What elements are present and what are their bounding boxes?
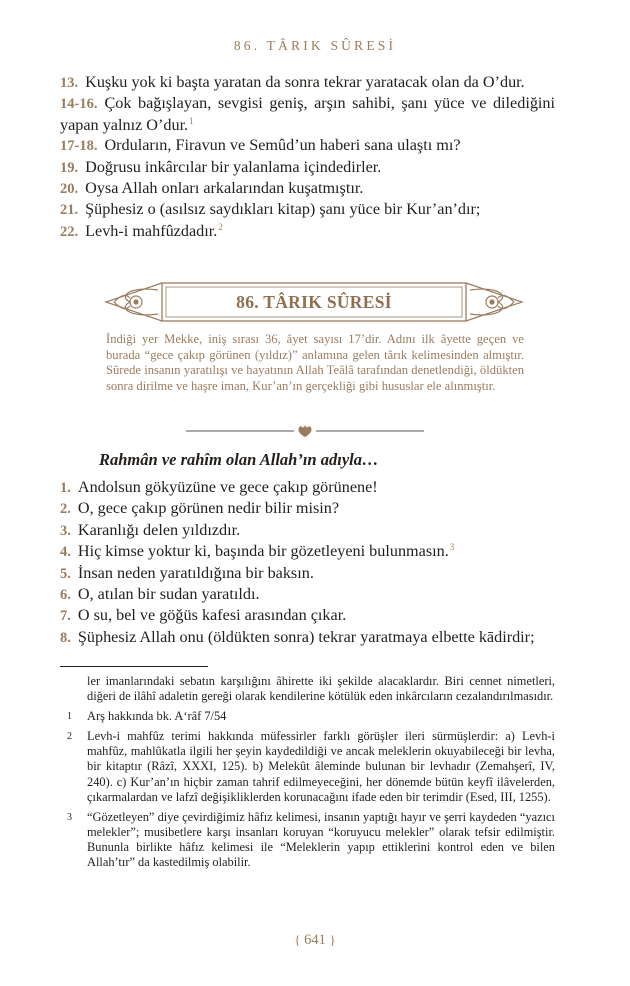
- footnote-number: 3: [67, 811, 72, 823]
- verse-text: Andolsun gökyüzüne ve gece çakıp görünene!: [77, 478, 378, 496]
- footnote-rule: [60, 666, 208, 667]
- verse-text: Oysa Allah onları arkalarından kuşatmıştır.: [85, 179, 364, 198]
- surah-intro: İndiği yer Mekke, iniş sırası 36, âyet sayısı 17’dir. Adını ilk âyette geçen ve burada “gece çakıp görünen (yıldız)” anlamına gelen târık kelimesinden almıştır. Sûrede insanın yaratılışı ve hayatının Allah Teâlâ tarafından denetlendiği, öldükten sonra dirilme ve haşre iman, Kur’an’ın gerçekliği gibi hususlar ele alınmıştır.: [106, 332, 524, 393]
- verse: [60, 563, 555, 584]
- verse-number: 13.: [60, 75, 79, 91]
- verse-text: İnsan neden yaratıldığına bir baksın.: [77, 563, 314, 582]
- folio-brace-right-icon: }: [329, 932, 336, 947]
- verse-number: 19.: [60, 159, 79, 176]
- verse-number: 20.: [60, 181, 79, 198]
- page-footer: [0, 932, 630, 949]
- verse-number: 3.: [60, 522, 71, 539]
- footnote: [60, 709, 555, 724]
- verse: [60, 605, 555, 626]
- verse: [60, 72, 555, 93]
- footnote-number: 2: [67, 731, 72, 743]
- verse: [60, 135, 555, 156]
- verse-text: O, atılan bir sudan yaratıldı.: [77, 585, 260, 604]
- footnote: [60, 674, 555, 704]
- verse: [60, 584, 555, 605]
- footnote-number: 1: [67, 711, 72, 723]
- verse-number: 5.: [60, 565, 71, 582]
- verse: [60, 627, 555, 648]
- verse-text: Doğrusu inkârcılar bir yalanlama içindedirler.: [85, 157, 382, 176]
- verse-text: O, gece çakıp görünen nedir bilir misin?: [77, 499, 340, 518]
- verse-number: 6.: [60, 587, 71, 604]
- surah-verse-list: [60, 477, 555, 648]
- verse-text: Hiç kimse yoktur ki, başında bir gözetleyeni bulunmasın.: [77, 542, 449, 561]
- verse-number: 2.: [60, 501, 71, 518]
- footnote-marker[interactable]: 3: [449, 542, 455, 553]
- verse: [60, 157, 555, 178]
- footnote-text: “Gözetleyen” diye çevirdiğimiz hâfız kelimesi, insanın yaptığı hayır ve şerri kaydeden “yazıcı melekler”; musibetlere karşı insanları koruyan “koruyucu melekler” olarak tefsir edilmiştir. Bununla birlikte hâfız kelimesi ile “Meleklerin yapıp ettiklerini kontrol eden ve bilen Allah’tır” da kastedilmiş olabilir.: [87, 809, 555, 870]
- verse: [60, 93, 555, 135]
- verse-number: 7.: [60, 608, 71, 625]
- verse-text: Kuşku yok ki başta yaratan da sonra tekrar yaratacak olan da O’dur.: [85, 73, 525, 91]
- verse: [60, 199, 555, 220]
- verse-text: Levh-i mahfûzdadır.: [85, 221, 218, 240]
- verse: [60, 498, 555, 519]
- footnote: [60, 729, 555, 804]
- page-number: 641: [304, 932, 326, 948]
- top-verse-list: [60, 72, 555, 242]
- verse-text: Şüphesiz o (asılsız saydıkları kitap) şanı yüce bir Kur’an’dır;: [85, 200, 481, 219]
- verse-number: 17-18.: [60, 138, 98, 155]
- surah-title: 86. TÂRIK SÛRESİ: [236, 292, 392, 312]
- section-divider: [186, 424, 424, 438]
- verse-number: 4.: [60, 544, 71, 561]
- verse: [60, 178, 555, 199]
- verse-text: Şüphesiz Allah onu (öldükten sonra) tekrar yaratmaya elbette kādirdir;: [77, 627, 535, 646]
- verse-number: 21.: [60, 202, 79, 219]
- footnote-text: Levh-i mahfûz terimi hakkında müfessirler farklı görüşler ileri sürmüşlerdir: a) Levh-i mahfûz, mahlûkatla ilgili her şeyin kaydedildiği ve ancak meleklerin okuyabileceği bir levha, bir kitaptır (Râzî, XXXI, 125). b) Melekût âleminde bulunan bir levhadır (Zemahşerî, IV, 240). c) Kur’an’ın hiçbir zaman tahrif edilmeyeceğini, her dönemde bütün keyfî ilâvelerden, çıkarmalardan ve lafzî değişikliklerden korunacağını ifade eden bir terimdir (Esed, III, 1255).: [87, 729, 555, 804]
- verse: [60, 221, 555, 242]
- footnotes: [60, 674, 555, 875]
- footnote: [60, 810, 555, 870]
- footnote-marker[interactable]: 2: [218, 221, 223, 232]
- verse-text: Çok bağışlayan, sevgisi geniş, arşın sahibi, şanı yüce ve dilediğini yapan yalnız O’dur.: [60, 94, 555, 134]
- basmala: Rahmân ve rahîm olan Allah’ın adıyla…: [99, 450, 379, 469]
- verse-text: Karanlığı delen yıldızdır.: [77, 520, 241, 539]
- verse: [60, 520, 555, 541]
- running-head: 86. TÂRIK SÛRESİ: [233, 38, 397, 53]
- verse-number: 22.: [60, 223, 79, 240]
- footnote-marker[interactable]: 1: [189, 115, 194, 126]
- verse: [60, 541, 555, 562]
- verse-number: 8.: [60, 629, 71, 646]
- folio-brace-left-icon: {: [294, 932, 301, 947]
- leaf-ornament-icon: [298, 425, 311, 437]
- verse-text: Orduların, Firavun ve Semûd’un haberi sana ulaştı mı?: [104, 136, 461, 155]
- verse-number: 1.: [60, 480, 71, 496]
- verse-text: O su, bel ve göğüs kafesi arasından çıkar.: [77, 606, 347, 625]
- verse-number: 14-16.: [60, 96, 98, 113]
- verse: [60, 477, 555, 498]
- surah-title-banner: [100, 280, 528, 324]
- footnote-text: Arş hakkında bk. A‘râf 7/54: [87, 709, 227, 724]
- footnote-text: ler imanlarındaki sebatın karşılığını âhirette iki şekilde alacaklardır. Biri cennet nimetleri, diğeri de ilâhî adaletin gereği olarak kendilerine kötülük eden inkârcıların cezalandırılmasıdır.: [87, 674, 555, 704]
